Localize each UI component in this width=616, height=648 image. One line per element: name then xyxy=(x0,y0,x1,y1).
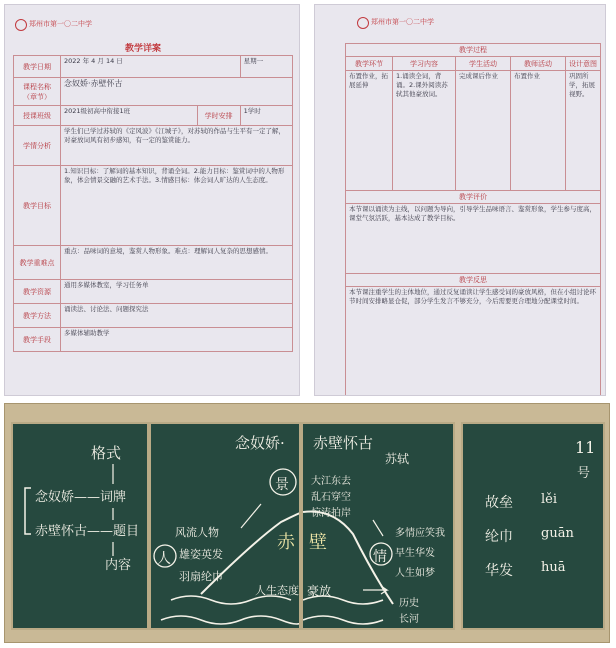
school-name: 郑州市第一〇二中学 xyxy=(371,18,434,26)
column-header: 设计意图 xyxy=(566,57,601,71)
row-label: 课程名称（章节） xyxy=(14,78,61,106)
weekday-value: 星期一 xyxy=(240,56,292,78)
vocab-word-3: 华发 xyxy=(485,563,513,579)
date-value: 2022 年 4 月 14 日 xyxy=(61,56,241,78)
scenery-line-1: 大江东去 xyxy=(311,476,351,487)
date-label: 教学日期 xyxy=(14,56,61,78)
process-header: 教学过程 xyxy=(346,44,601,57)
row-value: 2021级初高中衔接1班 xyxy=(61,106,198,126)
center-word-bi: 壁 xyxy=(309,532,327,553)
emotion-line-3: 人生如梦 xyxy=(395,568,435,579)
table-cell: 1.诵读全词，背诵。2.课外阅读苏轼其他豪放词。 xyxy=(393,71,456,191)
table-cell: 完成课后作业 xyxy=(456,71,511,191)
emotion-line-2: 早生华发 xyxy=(395,548,435,559)
blackboard-center-left-panel xyxy=(149,422,301,630)
emotion-line-1: 多情应笑我 xyxy=(395,528,445,539)
process-table xyxy=(345,43,601,396)
date-unit: 号 xyxy=(577,466,591,481)
row-value: 通用多媒体教室，学习任务单 xyxy=(61,280,293,304)
table-cell: 巩固所学，拓展视野。 xyxy=(566,71,601,191)
bold-style-label: 豪放 xyxy=(307,584,332,598)
river-label: 长河 xyxy=(399,614,419,625)
format-item-content: 内容 xyxy=(105,558,132,573)
scenery-line-3: 惊涛拍岸 xyxy=(311,508,351,519)
lesson-plan-table xyxy=(13,55,293,352)
row-label: 教学资源 xyxy=(14,280,61,304)
format-item-cipai: 念奴娇——词牌 xyxy=(35,490,127,505)
title-part-1: 念奴娇· xyxy=(235,434,285,452)
row-label: 教学手段 xyxy=(14,328,61,352)
row-label: 学情分析 xyxy=(14,126,61,166)
vocab-word-1: 故垒 xyxy=(485,495,513,511)
vocab-pinyin-3: huā xyxy=(541,560,566,575)
lesson-plan-left-sheet xyxy=(4,4,300,396)
school-logo-icon xyxy=(357,17,369,29)
table-cell: 布置作业 xyxy=(511,71,566,191)
column-header: 教师活动 xyxy=(511,57,566,71)
column-header: 学生活动 xyxy=(456,57,511,71)
school-logo-icon xyxy=(15,19,27,31)
row-label: 教学方法 xyxy=(14,304,61,328)
blackboard-right-panel xyxy=(461,422,605,630)
row-label: 授课班级 xyxy=(14,106,61,126)
row-value: 重点：品味词的意境，鉴赏人物形象。难点：理解词人复杂的思想感情。 xyxy=(61,246,293,280)
character-trait-2: 雄姿英发 xyxy=(179,548,223,561)
ren-circle-label: 人 xyxy=(157,551,171,567)
reflection-header: 教学反思 xyxy=(346,274,601,287)
row-value: 1.知识目标：了解词的基本知识，背诵全词。2.能力目标：鉴赏词中的人物形象，体会情景交融的艺术手法。3.情感目标：体会词人旷达的人生态度。 xyxy=(61,166,293,246)
table-cell: 布置作业，拓展延伸 xyxy=(346,71,393,191)
history-label: 历史 xyxy=(399,598,419,609)
format-heading: 格式 xyxy=(91,444,122,462)
jing-circle-label: 景 xyxy=(275,477,289,493)
vocab-pinyin-1: lěi xyxy=(541,492,558,507)
row-value: 多媒体辅助教学 xyxy=(61,328,293,352)
bracket-lines xyxy=(13,424,149,630)
evaluation-header: 教学评价 xyxy=(346,191,601,204)
evaluation-text: 本节课以诵读为主线，以问题为导向，引导学生品味语言、鉴赏形象，学生参与度高，课堂气氛活跃，基本达成了教学目标。 xyxy=(346,204,601,274)
attitude-label: 人生态度 xyxy=(255,584,299,597)
lesson-plan-right-sheet xyxy=(314,4,606,396)
column-header: 教学环节 xyxy=(346,57,393,71)
row-label: 教学重难点 xyxy=(14,246,61,280)
author-label: 苏轼 xyxy=(385,452,410,466)
blackboard-frame xyxy=(4,403,610,643)
center-right-drawing xyxy=(303,424,455,630)
center-left-drawing xyxy=(151,424,301,630)
scenery-line-2: 乱石穿空 xyxy=(311,492,351,503)
blackboard-center-right-panel xyxy=(301,422,455,630)
page-title: 教学详案 xyxy=(125,44,162,54)
format-item-title: 赤壁怀古——题目 xyxy=(35,524,140,539)
qing-circle-label: 情 xyxy=(373,549,387,565)
vocab-word-2: 纶巾 xyxy=(485,529,513,545)
row-label: 教学目标 xyxy=(14,166,61,246)
reflection-text: 本节课注重学生的主体地位，通过反复诵读让学生感受词的豪放风格，但在小组讨论环节时间安排略显仓促，部分学生发言不够充分，今后需要更合理地分配课堂时间。 xyxy=(346,287,601,397)
title-part-2: 赤壁怀古 xyxy=(313,434,374,452)
row-value: 学生们已学过苏轼的《定风波》《江城子》，对苏轼的作品与生平有一定了解，对豪放词风有初步感知，有一定的鉴赏能力。 xyxy=(61,126,293,166)
vocab-pinyin-2: guān xyxy=(541,526,574,541)
row-value: 1学时 xyxy=(240,106,292,126)
character-trait-1: 风流人物 xyxy=(175,526,219,539)
column-header: 学习内容 xyxy=(393,57,456,71)
row-label: 学时安排 xyxy=(197,106,240,126)
row-value: 念奴娇·赤壁怀古 xyxy=(61,78,293,106)
date-number: 11 xyxy=(575,438,596,457)
school-name: 郑州市第一〇二中学 xyxy=(29,20,92,28)
center-word-chi: 赤 xyxy=(277,532,295,553)
character-trait-3: 羽扇纶巾 xyxy=(179,570,223,583)
blackboard-left-panel xyxy=(11,422,149,630)
row-value: 诵读法、讨论法、问题探究法 xyxy=(61,304,293,328)
